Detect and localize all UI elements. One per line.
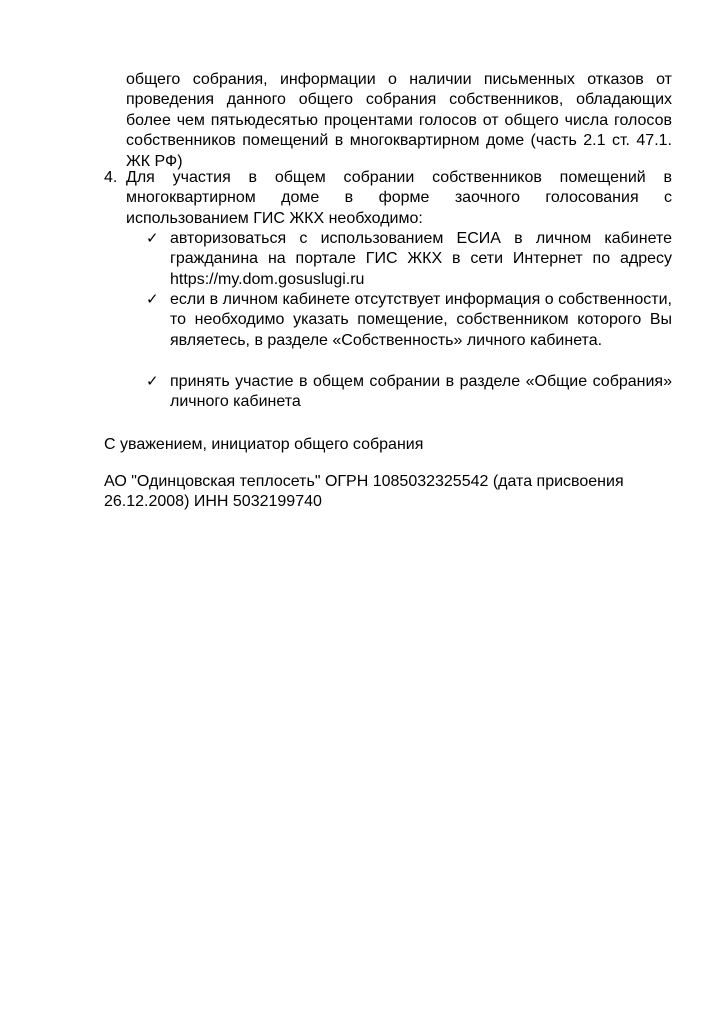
check-mark-icon: ✓	[146, 230, 159, 247]
list-item-number: 4.	[104, 169, 118, 186]
company-details: АО "Одинцовская теплосеть" ОГРН 1085032325542 (дата присвоения 26.12.2008) ИНН 5032199740	[104, 473, 624, 511]
check-mark-icon: ✓	[146, 291, 159, 308]
sub-item-property: если в личном кабинете отсутствует информация о собственности, то необходимо указать помещение, собственником которого Вы являетесь, в разделе «Собственность» личного кабинета.	[170, 291, 672, 349]
sub-item-participate: принять участие в общем собрании в разделе «Общие собрания» личного кабинета	[170, 373, 672, 411]
sub-item-authorize: авторизоваться с использованием ЕСИА в личном кабинете гражданина на портале ГИС ЖКХ в сети Интернет по адресу https://my.dom.gosuslugi.ru	[170, 230, 672, 288]
continuation-paragraph: общего собрания, информации о наличии письменных отказов от проведения данного общего собрания собственников, обладающих более чем пятьюдесятью процентами голосов от общего числа голосов собственников помещений в многоквартирном доме (часть 2.1 ст. 47.1. ЖК РФ)	[126, 71, 672, 170]
closing-line: С уважением, инициатор общего собрания	[104, 436, 424, 453]
list-item-4-text: Для участия в общем собрании собственников помещений в многоквартирном доме в форме заочного голосования с использованием ГИС ЖКХ необходимо:	[126, 169, 672, 227]
check-mark-icon: ✓	[146, 373, 159, 390]
